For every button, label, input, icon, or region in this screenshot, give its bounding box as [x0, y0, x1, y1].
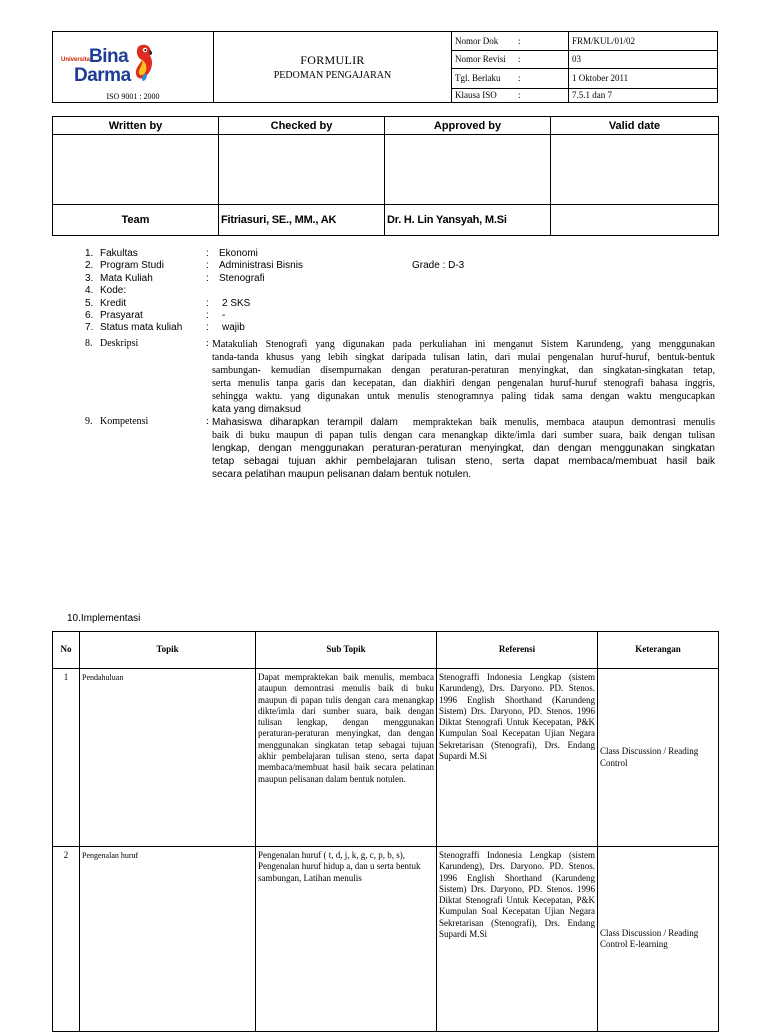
col-header-no: No [53, 632, 80, 669]
meta-key: Tgl. Berlaku : [452, 69, 569, 89]
row-sub-topik: Pengenalan huruf ( t, d, j, k, g, c, p, b, s), Pengenalan huruf hidup a, dan u serta bentuk sambungan, Latihan menulis [256, 847, 437, 1032]
meta-key: Nomor Dok : [452, 32, 569, 51]
written-by-header: Written by [53, 117, 219, 135]
approved-by-name: Dr. H. Lin Yansyah, M.Si [385, 205, 551, 236]
iso-label: ISO 9001 : 2000 [106, 92, 160, 101]
row-keterangan: Class Discussion / Reading Control [598, 669, 719, 847]
info-row-status: 7. Status mata kuliah : wajib [85, 322, 245, 334]
checked-by-header: Checked by [219, 117, 385, 135]
valid-date-header: Valid date [551, 117, 719, 135]
info-value: - [222, 309, 226, 321]
logo-small-text: Universitas [61, 57, 94, 63]
meta-value: FRM/KUL/01/02 [569, 32, 718, 51]
logo-word-bina: Bina [89, 46, 129, 67]
col-header-sub-topik: Sub Topik [256, 632, 437, 669]
table-row [53, 847, 719, 1032]
col-header-referensi: Referensi [437, 632, 598, 669]
form-subtitle: PEDOMAN PENGAJARAN [273, 70, 392, 81]
implementation-table [52, 631, 719, 1032]
kompetensi-text: Mahasiswa diharapkan terampil dalam mempraktekan baik menulis, membaca ataupun demontrasi menulis baik di buku maupun di papan tulis dengan cara menangkap dikte/imla dari sumber suara, baik dengan tulisan lengkap, dengan menggunakan peraturan-peraturan menyingkat, dan dengan menggunakan singkatan tetap sebagai tujuan akhir pembelajaran tulisan steno, serta dapat membaca/membuat hasil baik secara pelatihan maupun pelisanan dalam bentuk notulen. [212, 417, 716, 480]
info-row-kode: 4. Kode: [85, 285, 127, 297]
approved-by-header: Approved by [385, 117, 551, 135]
team-label: Team [53, 205, 219, 236]
row-sub-topik: Dapat mempraktekan baik menulis, membaca ataupun demontrasi menulis baik di buku maupun di papan tulis dengan cara menangkap dikte/imla dari sumber suara, baik dengan tulisan lengkap, dengan menggunakan peraturan-peraturan menyingkat, dan dengan menggunakan singkatan tetap sebagai tujuan akhir pembelajaran tulisan steno, serta dapat membaca/membuat hasil baik secara pelatinan maupun pelisanan dalam bentuk notulen. [256, 669, 437, 847]
form-title: FORMULIR [300, 53, 365, 67]
col-header-topik: Topik [80, 632, 256, 669]
row-topik: Pendahuluan [80, 669, 256, 847]
info-row-prasyarat: 6. Prasyarat : - [85, 309, 226, 321]
info-value: Ekonomi [219, 248, 258, 259]
info-label: Kredit [100, 297, 127, 309]
info-value: wajib [222, 322, 245, 334]
deskripsi-label: Deskripsi [100, 338, 139, 349]
meta-value: 1 Oktober 2011 [569, 69, 718, 89]
info-value: Stenografi [219, 272, 265, 284]
valid-date-value [551, 205, 719, 236]
written-signature-area [53, 135, 219, 205]
grade-value: Grade : D-3 [412, 260, 465, 272]
approved-signature-area [385, 135, 551, 205]
checked-by-name: Fitriasuri, SE., MM., AK [219, 205, 385, 236]
parrot-icon [133, 42, 155, 82]
info-label: Status mata kuliah [100, 322, 183, 334]
implementasi-heading: 10.Implementasi [67, 613, 141, 624]
info-label: Kode: [100, 285, 127, 297]
valid-date-area [551, 135, 719, 205]
meta-key: Klausa ISO : [452, 88, 569, 102]
course-info: 1. Fakultas : Ekonomi 2. Program Studi : Administrasi Bisnis Grade : D-3 3. Mata Kuliah : Stenografi 4. Kode: 5. Kredit : 2 SKS 6. Prasyarat : - 7. Status mata kuliah : wajib 8. Deskripsi : Matakuliah Stenografi yang digunakan pada perkuliahan ini menganut Sistem Karundeng, yang menggunakan tanda-tanda khusus yang lebih singkat daripada tulisan latin, dari mulai pengenalan huruf-huruf, bentuk-bentuk sambungan- kemudian disempurnakan dengan peraturan-peraturan menyingkat, dan singkatan-singkatan tetap, serta menulis tanpa garis dan kecepatan, dan diakhiri dengan pengenalan huruf-huruf stenografi bahasa inggris, sehingga waktu. yang digunakan untuk menulis stenogramnya paling tidak sama dengan waktu mengucapkan kata yang dimaksud 9. Kompetensi : Mahasiswa diharapkan terampil dalam mempraktekan baik menulis, membaca ataupun demontrasi menulis baik di buku maupun di papan tulis dengan cara menangkap dikte/imla dari sumber suara, baik dengan tulisan lengkap, dengan menggunakan peraturan-peraturan menyingkat, dan dengan menggunakan singkatan tetap sebagai tujuan akhir pembelajaran tulisan steno, serta dapat membaca/membuat hasil baik secara pelatihan maupun pelisanan dalam bentuk notulen. [85, 248, 725, 335]
meta-value: 03 [569, 50, 718, 69]
checked-signature-area [219, 135, 385, 205]
info-value: 2 SKS [222, 297, 251, 309]
university-logo [59, 40, 199, 86]
info-label: Mata Kuliah [100, 272, 153, 284]
title-cell [214, 32, 452, 103]
info-value: Administrasi Bisnis [219, 260, 303, 272]
row-keterangan: Class Discussion / Reading Control E-learning [598, 847, 719, 1032]
kompetensi-label: Kompetensi [100, 416, 149, 427]
meta-value: 7.5.1 dan 7 [569, 88, 718, 102]
col-header-keterangan: Keterangan [598, 632, 719, 669]
info-label: Fakultas [100, 248, 138, 259]
row-referensi: Stenograffi Indonesia Lengkap (sistem Karundeng), Drs. Daryono. PD. Stenos. 1996 English Shorthand (Karundeng Sistem) Drs. Daryono, PD. Stenos. 1996 Diktat Stenografi Untuk Kecepatan, P&K Kumpulan Soal Kecepatan Ujian Negara Sekretarisan (Stenografi), Drs. Endang Supardi M.Si [437, 847, 598, 1032]
logo-cell [53, 32, 214, 103]
row-topik: Pengenalan huruf [80, 847, 256, 1032]
document-header [52, 31, 718, 103]
logo-word-darma: Darma [74, 65, 131, 86]
table-row [53, 669, 719, 847]
meta-key: Nomor Revisi : [452, 50, 569, 69]
row-no: 2 [53, 847, 80, 1032]
info-label: Program Studi [100, 260, 164, 272]
row-no: 1 [53, 669, 80, 847]
info-row-kredit: 5. Kredit : 2 SKS [85, 297, 251, 309]
signature-table [52, 116, 719, 236]
info-label: Prasyarat [100, 309, 143, 321]
row-referensi: Stenograffi Indonesia Lengkap (sistem Karundeng), Drs. Daryono. PD. Stenos. 1996 English Shorthand (Karundeng Sistem) Drs. Daryono, PD. Stenos. 1996 Diktat Stenografi Untuk Kecepatan, P&K Kumpulan Soal Kecepatan Ujian Negara Sekretarisan (Stenografi), Drs. Endang Supardi M.Si [437, 669, 598, 847]
info-row-program-studi: 2. Program Studi : Administrasi Bisnis Grade : D-3 [85, 260, 465, 272]
info-row-fakultas: 1. Fakultas : Ekonomi [85, 248, 258, 259]
info-row-mata-kuliah: 3. Mata Kuliah : Stenografi [85, 272, 265, 284]
deskripsi-text: Matakuliah Stenografi yang digunakan pada perkuliahan ini menganut Sistem Karundeng, yang menggunakan tanda-tanda khusus yang lebih singkat daripada tulisan latin, dari mulai pengenalan huruf-huruf, bentuk-bentuk sambungan- kemudian disempurnakan dengan peraturan-peraturan menyingkat, dan singkatan-singkatan tetap, serta menulis tanpa garis dan kecepatan, dan diakhiri dengan pengenalan huruf-huruf stenografi bahasa inggris, sehingga waktu. yang digunakan untuk menulis stenogramnya paling tidak sama dengan waktu mengucapkan kata yang dimaksud [212, 339, 715, 415]
